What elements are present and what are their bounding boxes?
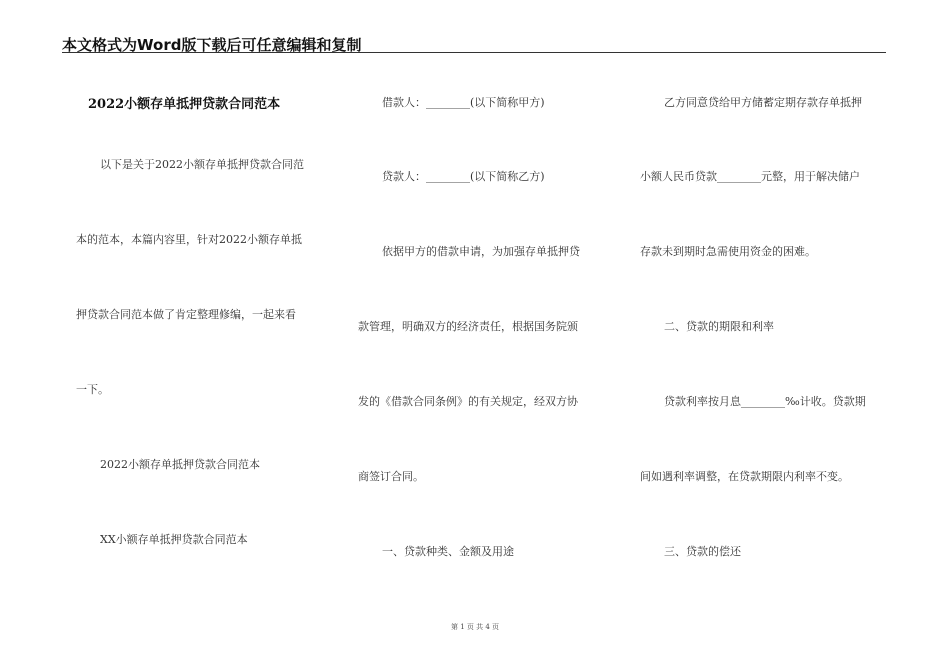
- paragraph-line: 借款人：________(以下简称甲方): [382, 96, 545, 109]
- paragraph-line: 贷款人：________(以下简称乙方): [382, 170, 545, 183]
- paragraph-line: 一下。: [76, 383, 109, 396]
- document-title: 2022小额存单抵押贷款合同范本: [88, 97, 281, 112]
- document-header: 本文格式为Word版下载后可任意编辑和复制: [62, 36, 362, 54]
- paragraph-line: 款管理，明确双方的经济责任，根据国务院颁: [358, 320, 578, 333]
- paragraph-line: 商签订合同。: [358, 470, 424, 483]
- paragraph-line: 发的《借款合同条例》的有关规定，经双方协: [358, 395, 578, 408]
- paragraph-line: 存款未到期时急需使用资金的困难。: [640, 245, 816, 258]
- section-heading: 一、贷款种类、金额及用途: [382, 545, 514, 558]
- header-divider: [62, 52, 886, 53]
- page-number: 第 1 页 共 4 页: [450, 623, 500, 631]
- paragraph-line: 贷款利率按月息________‰计收。贷款期: [664, 395, 866, 408]
- paragraph-line: 以下是关于2022小额存单抵押贷款合同范: [100, 158, 304, 171]
- paragraph-line: 押贷款合同范本做了肯定整理修编，一起来看: [76, 308, 296, 321]
- paragraph-line: 乙方同意贷给甲方储蓄定期存款存单抵押: [664, 96, 862, 109]
- paragraph-line: 依据甲方的借款申请，为加强存单抵押贷: [382, 245, 580, 258]
- paragraph-line: XX小额存单抵押贷款合同范本: [100, 533, 248, 546]
- paragraph-line: 小额人民币贷款________元整，用于解决储户: [640, 170, 860, 183]
- section-heading: 二、贷款的期限和利率: [664, 320, 774, 333]
- section-heading: 三、贷款的偿还: [664, 545, 741, 558]
- paragraph-line: 本的范本，本篇内容里，针对2022小额存单抵: [76, 233, 302, 246]
- paragraph-line: 2022小额存单抵押贷款合同范本: [100, 458, 260, 471]
- paragraph-line: 间如遇利率调整，在贷款期限内利率不变。: [640, 470, 849, 483]
